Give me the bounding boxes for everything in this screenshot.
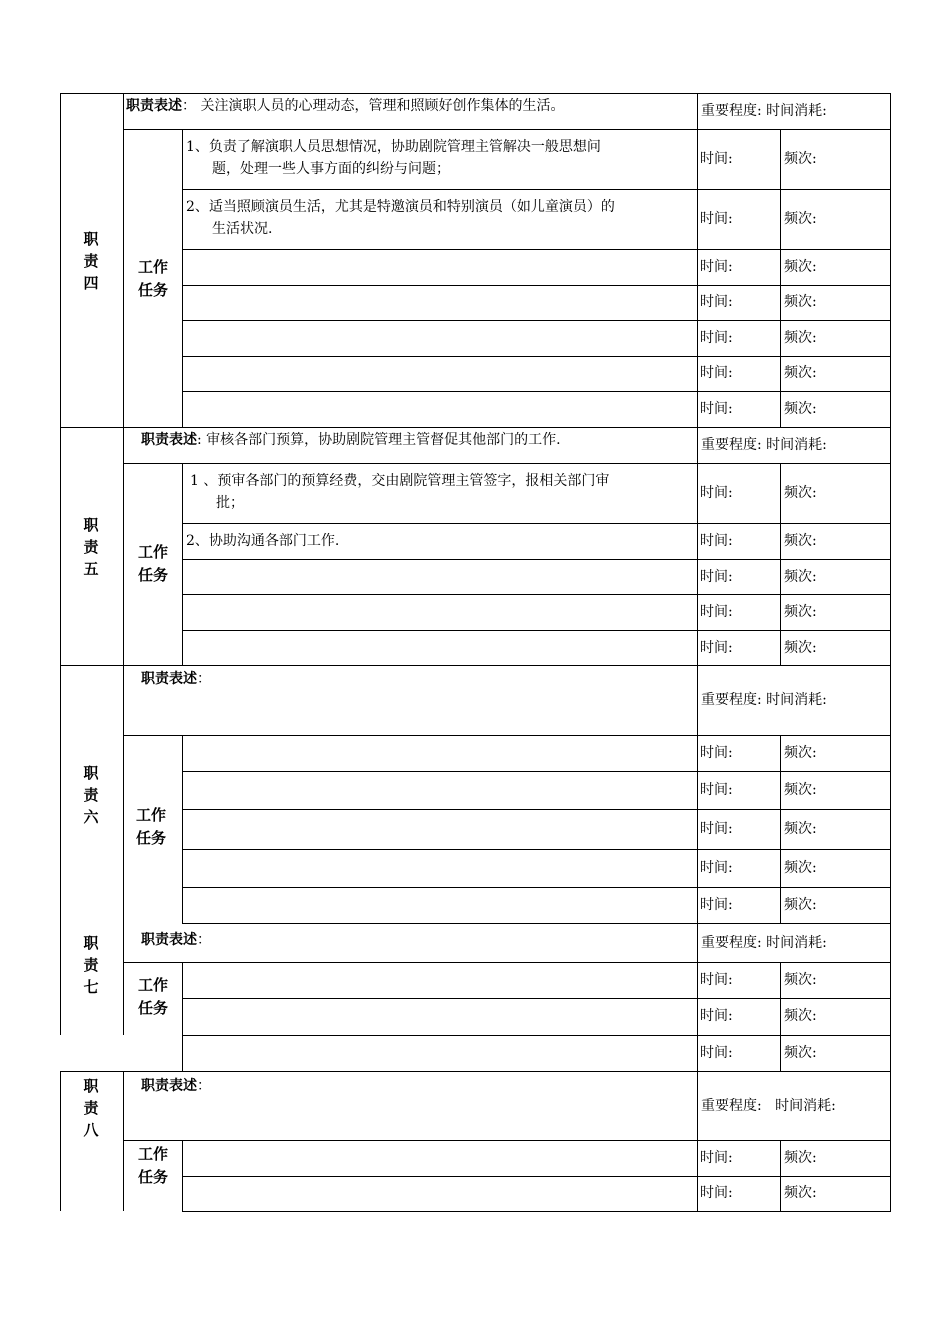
time-label: 时间: xyxy=(700,640,733,656)
frequency-label: 频次: xyxy=(784,1045,817,1061)
frequency-label: 频次: xyxy=(784,745,817,761)
frequency-label: 频次: xyxy=(784,401,817,417)
frequency-label: 频次: xyxy=(784,972,817,988)
time-label: 时间: xyxy=(700,1045,733,1061)
time-label: 时间: xyxy=(700,745,733,761)
time-label: 时间: xyxy=(700,365,733,381)
time-label: 时间: xyxy=(700,569,733,585)
frequency-label: 频次: xyxy=(784,259,817,275)
time-label: 时间: xyxy=(700,330,733,346)
time-label: 时间: xyxy=(700,401,733,417)
duty-5-importance: 重要程度: 时间消耗: xyxy=(701,437,827,453)
frequency-label: 频次: xyxy=(784,294,817,310)
frequency-label: 频次: xyxy=(784,569,817,585)
duty-6-work-task-label: 工作 任务 xyxy=(135,806,166,847)
frequency-label: 频次: xyxy=(784,1008,817,1024)
duty-8-work-task-label: 工作 任务 xyxy=(137,1145,168,1186)
duty-5-title: 职 责 五 xyxy=(83,516,99,578)
time-label: 时间: xyxy=(700,259,733,275)
frequency-label: 频次: xyxy=(784,151,817,167)
duty-5-work-task-label: 工作 任务 xyxy=(137,543,168,584)
duty-6-importance: 重要程度: 时间消耗: xyxy=(701,692,827,708)
duty-7-importance: 重要程度: 时间消耗: xyxy=(701,935,827,951)
frequency-label: 频次: xyxy=(784,640,817,656)
duty-4-work-task-label: 工作 任务 xyxy=(137,258,168,299)
frequency-label: 频次: xyxy=(784,782,817,798)
duty-5-task-1: 1 、预审各部门的预算经费，交由剧院管理主管签字，报相关部门审 批； xyxy=(190,473,610,511)
duty-4-description: 职责表述： 关注演职人员的心理动态，管理和照顾好创作集体的生活。 xyxy=(126,98,565,114)
time-label: 时间: xyxy=(700,782,733,798)
frequency-label: 频次: xyxy=(784,1150,817,1166)
frequency-label: 频次: xyxy=(784,211,817,227)
frequency-label: 频次: xyxy=(784,533,817,549)
duty-8-importance: 重要程度: 时间消耗: xyxy=(701,1098,836,1114)
time-label: 时间: xyxy=(700,533,733,549)
duty-4-task-2: 2、适当照顾演员生活，尤其是特邀演员和特别演员（如儿童演员）的 生活状况. xyxy=(186,199,615,237)
time-label: 时间: xyxy=(700,1185,733,1201)
time-label: 时间: xyxy=(700,821,733,837)
time-label: 时间: xyxy=(700,604,733,620)
duty-5-description: 职责表述: 审核各部门预算，协助剧院管理主管督促其他部门的工作. xyxy=(141,432,561,448)
duty-4-task-1: 1、负责了解演职人员思想情况，协助剧院管理主管解决一般思想问 题，处理一些人事方面的纠纷与问题； xyxy=(186,139,601,177)
time-label: 时间: xyxy=(700,485,733,501)
frequency-label: 频次: xyxy=(784,330,817,346)
frequency-label: 频次: xyxy=(784,365,817,381)
time-label: 时间: xyxy=(700,897,733,913)
time-label: 时间: xyxy=(700,972,733,988)
time-label: 时间: xyxy=(700,294,733,310)
time-label: 时间: xyxy=(700,211,733,227)
frequency-label: 频次: xyxy=(784,897,817,913)
frequency-label: 频次: xyxy=(784,860,817,876)
duty-8-description: 职责表述： xyxy=(141,1078,211,1094)
duty-6-title: 职 责 六 xyxy=(83,764,99,826)
duty-4-title: 职 责 四 xyxy=(83,230,99,292)
frequency-label: 频次: xyxy=(784,1185,817,1201)
frequency-label: 频次: xyxy=(784,821,817,837)
time-label: 时间: xyxy=(700,1008,733,1024)
duty-6-description: 职责表述： xyxy=(141,671,211,687)
duty-8-title: 职 责 八 xyxy=(83,1077,99,1139)
duty-4-importance: 重要程度: 时间消耗: xyxy=(701,103,827,119)
duty-7-work-task-label: 工作 任务 xyxy=(137,976,168,1017)
time-label: 时间: xyxy=(700,1150,733,1166)
frequency-label: 频次: xyxy=(784,604,817,620)
duty-7-description: 职责表述： xyxy=(141,932,211,948)
duty-5-task-2: 2、协助沟通各部门工作. xyxy=(186,533,340,549)
time-label: 时间: xyxy=(700,151,733,167)
frequency-label: 频次: xyxy=(784,485,817,501)
time-label: 时间: xyxy=(700,860,733,876)
duty-7-title: 职 责 七 xyxy=(83,934,99,996)
